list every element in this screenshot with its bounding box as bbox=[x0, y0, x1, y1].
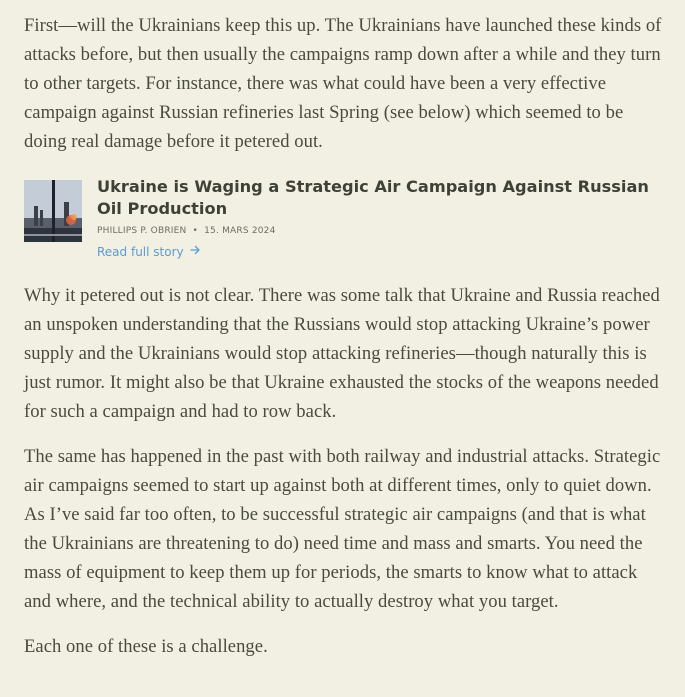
paragraph-intro: First—will the Ukrainians keep this up. The Ukrainians have launched these kinds of attacks before, but then usually the campaigns ramp down after a while and they turn to other targets. For instance, there was what could have been a very effective campaign against Russian refineries last Spring (see below) which seemed to be doing real damage before it petered out. bbox=[24, 15, 662, 152]
refinery-fire-thumbnail[interactable] bbox=[24, 180, 82, 242]
embed-date: 15. MARS 2024 bbox=[204, 226, 276, 236]
embed-meta bbox=[97, 226, 657, 236]
embed-content bbox=[97, 176, 657, 261]
read-full-story-link[interactable] bbox=[97, 244, 201, 259]
arrow-right-icon bbox=[190, 244, 201, 259]
thumbnail-image bbox=[24, 180, 82, 242]
embed-author: PHILLIPS P. OBRIEN bbox=[97, 226, 187, 236]
read-full-story-label: Read full story bbox=[97, 244, 184, 259]
embed-title[interactable]: Ukraine is Waging a Strategic Air Campaign Against Russian Oil Production bbox=[97, 177, 649, 218]
meta-separator: • bbox=[192, 226, 199, 236]
embedded-post-card[interactable] bbox=[24, 176, 664, 261]
paragraph-past-campaigns: The same has happened in the past with both railway and industrial attacks. Strategic air campaigns seemed to start up against both at different times, only to quiet down. As I’ve said far too often, to be successful strategic air campaigns (and that is what the Ukrainians are threatening to do) need time and mass and smarts. You need the mass of equipment to keep them up for periods, the smarts to know what to attack and where, and the technical ability to actually destroy what you target. bbox=[24, 445, 661, 612]
paragraph-challenge: Each one of these is a challenge. bbox=[24, 635, 268, 657]
paragraph-why-petered-out: Why it petered out is not clear. There was some talk that Ukraine and Russia reached an unspoken understanding that the Russians would stop attacking Ukraine’s power supply and the Ukrainians would stop attacking refineries—though naturally this is just rumor. It might also be that Ukraine exhausted the stocks of the weapons needed for such a campaign and had to row back. bbox=[24, 284, 660, 422]
